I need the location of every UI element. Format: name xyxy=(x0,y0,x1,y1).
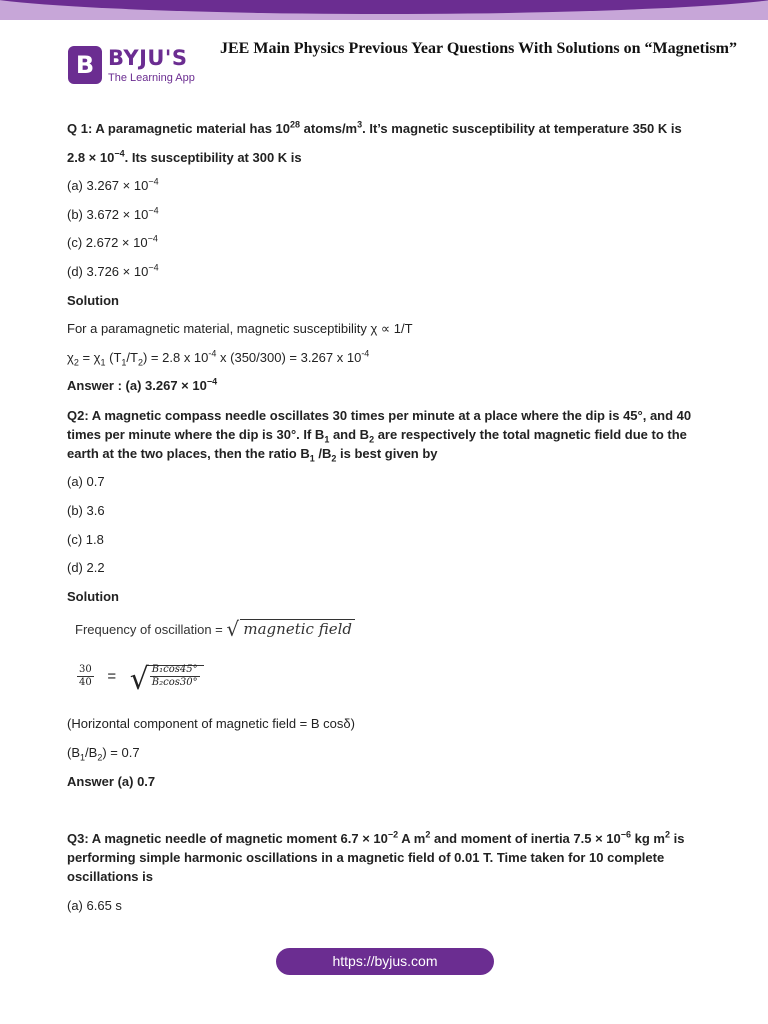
q2-solution-label: Solution xyxy=(67,589,119,604)
document-title: JEE Main Physics Previous Year Questions With Solutions on “Magnetism” xyxy=(220,40,737,57)
ratio-fraction: $\frac{30}{40}$ xyxy=(79,664,92,688)
q1-solution-line2: $\chi_2 = \chi_1$ $(T_1/T_2) = 2.8$ x $10^{-4}$ x (350/300) = 3.267 x $10^{-4}$ xyxy=(67,348,370,368)
q2-solution-figure-frequency xyxy=(75,617,355,641)
sqrt-expression xyxy=(226,617,355,641)
radical-sign-large: √ xyxy=(129,662,149,697)
q1-stem-line1: Q 1: A paramagnetic material has $10^{28}$ atoms/$m^3$. It’s magnetic susceptibility at temperature 350 K is xyxy=(67,119,682,136)
q2-option-a: (a) 0.7 xyxy=(67,474,105,489)
q2-option-d: (d) 2.2 xyxy=(67,560,105,575)
logo-wordmark: BYJU'S xyxy=(108,46,188,70)
logo-tagline: The Learning App xyxy=(108,72,195,84)
top-banner xyxy=(0,0,768,20)
sqrt-radicand: magnetic field xyxy=(240,619,355,638)
q2-horizontal-note: (Horizontal component of magnetic field = B cosδ) xyxy=(67,716,355,731)
q1-option-c: (c) $2.672 \times 10^{-4}$ xyxy=(67,233,158,250)
q1-option-d: (d) $3.726 \times 10^{-4}$ xyxy=(67,262,159,279)
q1-solution-line1: For a paramagnetic material, magnetic susceptibility χ ∝ 1/T xyxy=(67,321,413,336)
q3-option-a: (a) 6.65 s xyxy=(67,898,122,913)
q2-option-c: (c) 1.8 xyxy=(67,532,104,547)
q2-stem-line1: Q2: A magnetic compass needle oscillates 30 times per minute at a place where the dip is 45°, and 40 xyxy=(67,408,692,423)
q2-stem-line2: times per minute where the dip is 30°. If $B_1$ and $B_2$ are respectively the total magnetic field due to the xyxy=(67,427,687,445)
q3-stem-line1: Q3: A magnetic needle of magnetic moment $6.7 \times 10^{-2}$ A $m^2$ and moment of inertia $7.5 \times 10^{-6}$ kg $m^2$ is xyxy=(67,829,685,846)
q1-answer: Answer : (a) $3.267 \times 10^{-4}$ xyxy=(67,376,218,393)
footer-url-link[interactable]: https://byjus.com xyxy=(276,948,494,975)
q1-option-b: (b) $3.672 \times 10^{-4}$ xyxy=(67,205,159,222)
byjus-logo[interactable] xyxy=(68,46,208,86)
equals-sign: = xyxy=(107,668,117,685)
q2-solution-figure-ratio xyxy=(77,662,204,697)
q1-solution-label: Solution xyxy=(67,293,119,308)
sqrt-fraction: √ $\frac{\text{B₁cos45°}}{\text{B₂cos30°}}$ xyxy=(130,664,204,689)
q2-option-b: (b) 3.6 xyxy=(67,503,105,518)
q3-stem-line2: performing simple harmonic oscillations in a magnetic field of 0.01 T. Time taken for 10 complete xyxy=(67,850,665,865)
q1-option-a: (a) $3.267 \times 10^{-4}$ xyxy=(67,176,159,193)
frequency-label: Frequency of oscillation = xyxy=(75,622,227,637)
q1-stem-line2: $2.8 \times 10^{-4}$. Its susceptibility at 300 K is xyxy=(67,148,302,165)
q2-answer: Answer (a) 0.7 xyxy=(67,774,156,789)
radical-sign: √ xyxy=(226,617,240,641)
q2-ratio-result: $(B_1/B_2) = 0.7$ xyxy=(67,745,140,763)
q2-stem-line3: earth at the two places, then the ratio $B_1$ $/B_2$ is best given by xyxy=(67,446,438,464)
q3-stem-line3: oscillations is xyxy=(67,869,153,884)
logo-mark: B xyxy=(68,46,102,84)
